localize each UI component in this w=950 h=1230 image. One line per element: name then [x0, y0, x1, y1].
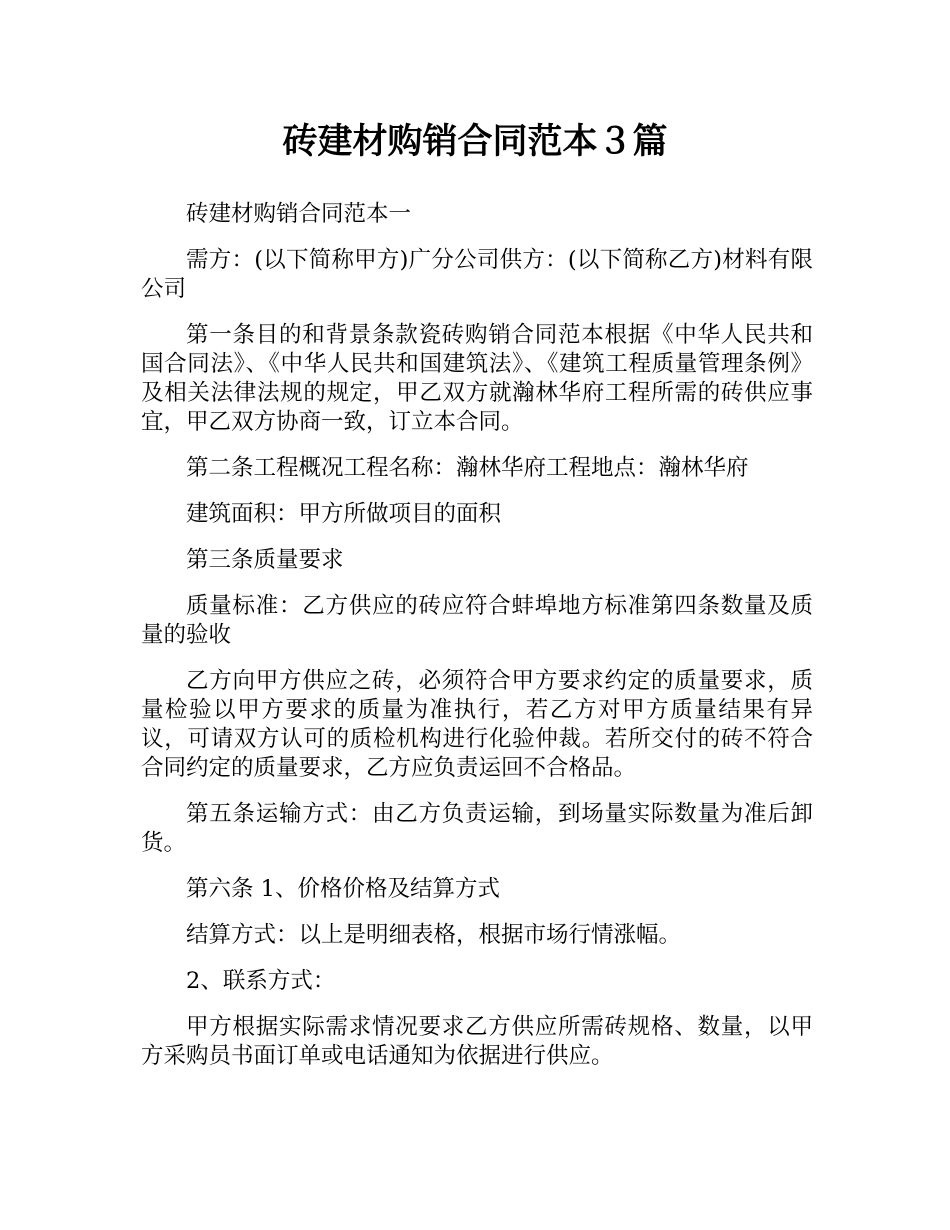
paragraph: 乙方向甲方供应之砖，必须符合甲方要求约定的质量要求，质量检验以甲方要求的质量为准执行，若乙方对甲方质量结果有异议，可请双方认可的质检机构进行化验仲裁。若所交付的砖不符合合同约定的质量要求，乙方应负责运回不合格品。 — [141, 668, 813, 781]
paragraph: 第三条质量要求 — [186, 547, 344, 573]
paragraph: 第一条目的和背景条款瓷砖购销合同范本根据《中华人民共和国合同法》、《中华人民共和国建筑法》、《建筑工程质量管理条例》及相关法律法规的规定，甲乙双方就瀚林华府工程所需的砖供应事宜，甲乙双方协商一致，订立本合同。 — [141, 322, 813, 435]
paragraph: 建筑面积：甲方所做项目的面积 — [186, 501, 502, 527]
document-title: 砖建材购销合同范本３篇 — [282, 122, 668, 162]
paragraph: 第六条 1、价格价格及结算方式 — [186, 876, 500, 902]
paragraph: 砖建材购销合同范本一 — [186, 201, 412, 227]
paragraph: 质量标准：乙方供应的砖应符合蚌埠地方标准第四条数量及质量的验收 — [141, 593, 813, 648]
paragraph: 甲方根据实际需求情况要求乙方供应所需砖规格、数量，以甲方采购员书面订单或电话通知为依据进行供应。 — [141, 1014, 813, 1069]
paragraph: 第二条工程概况工程名称：瀚林华府工程地点：瀚林华府 — [186, 455, 749, 481]
paragraph: 结算方式：以上是明细表格，根据市场行情涨幅。 — [186, 922, 682, 948]
paragraph: 第五条运输方式：由乙方负责运输，到场量实际数量为准后卸货。 — [141, 801, 813, 856]
paragraph: 需方：(以下简称甲方)广分公司供方：(以下简称乙方)材料有限公司 — [141, 247, 813, 302]
paragraph: 2、联系方式： — [186, 968, 336, 994]
document-body — [141, 200, 813, 1088]
